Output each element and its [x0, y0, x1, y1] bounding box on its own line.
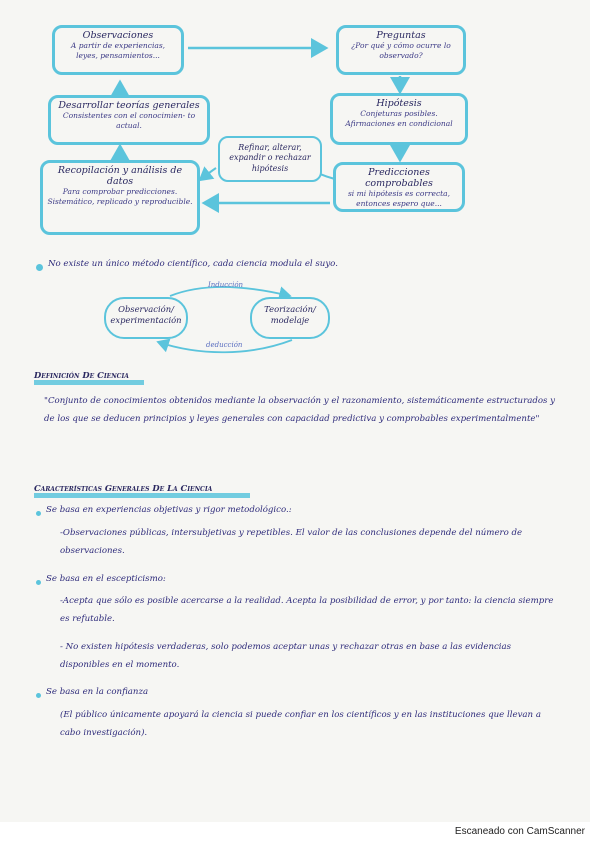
cycle-right-node [250, 297, 330, 339]
cycle-left-node [104, 297, 188, 339]
cycle-right-label: Teorización/ modelaje [264, 304, 316, 325]
bullet-3a-text: (El público únicamente apoyará la ciencia si puede confiar en los científicos y en las instituciones que llevan a cabo investigación). [60, 710, 541, 739]
box-hipotesis-sub: Conjeturas posibles. Afirmaciones en condicional [345, 109, 453, 128]
box-preguntas-title: Preguntas [376, 30, 426, 41]
bullet-2a-text: -Acepta que sólo es posible acercarse a la realidad. Acepta la posibilidad de error, y por tanto: la ciencia siempre es refutable. [60, 596, 554, 625]
caracteristicas-heading: Características Generales De La Ciencia [34, 483, 213, 493]
bullet-3-dot [36, 693, 41, 698]
box-recopilacion-title: Recopilación y análisis de datos [57, 165, 183, 187]
bullet-3-text: Se basa en la confianza [46, 687, 149, 697]
caracteristicas-highlight [34, 493, 250, 498]
box-preguntas-sub: ¿Por qué y cómo ocurre lo observado? [351, 41, 451, 60]
box-observaciones-title: Observaciones [82, 30, 154, 41]
bullet-1a-text: -Observaciones públicas, intersubjetivas y repetibles. El valor de las conclusiones depende del número de observaciones. [60, 528, 523, 557]
bullet-2-dot [36, 580, 41, 585]
box-observaciones-sub: A partir de experiencias, leyes, pensamientos... [70, 41, 166, 60]
box-predicciones-sub: si mi hipótesis es correcta, entonces espero que... [347, 189, 451, 208]
bullet-1-dot [36, 511, 41, 516]
definicion-text: "Conjunto de conocimientos obtenidos mediante la observación y el razonamiento, sistemáticamente estructurados y de los que se deducen principios y leyes generales con capacidad predictiva y comprobables experimentalmente" [44, 396, 555, 425]
box-hipotesis-title: Hipótesis [376, 98, 422, 109]
definicion-highlight [34, 380, 144, 385]
cycle-bottom-label: deducción [206, 341, 243, 349]
box-refinar-title: Refinar, alterar, expandir o rechazar hipótesis [229, 143, 311, 173]
box-desarrollar-sub: Consistentes con el conocimien- to actual. [62, 111, 196, 130]
scanner-footer: Escaneado con CamScanner [454, 826, 585, 837]
cycle-left-label: Observación/ experimentación [110, 304, 182, 325]
bullet-2b-text: - No existen hipótesis verdaderas, solo podemos aceptar unas y rechazar otras en base a las evidencias disponibles en el momento. [60, 642, 512, 671]
definicion-heading: Definición De Ciencia [34, 370, 129, 380]
box-desarrollar-title: Desarrollar teorías generales [58, 100, 200, 111]
bullet-method-text: No existe un único método científico, cada ciencia modula el suyo. [48, 259, 338, 269]
bullet-1-text: Se basa en experiencias objetivas y rigor metodológico.: [46, 505, 292, 515]
cycle-top-label: Inducción [208, 281, 244, 289]
box-recopilacion-sub: Para comprobar predicciones. Sistemático, replicado y reproducible. [47, 187, 193, 206]
box-predicciones-title: Predicciones comprobables [365, 167, 433, 189]
bullet-2-text: Se basa en el escepticismo: [46, 574, 166, 584]
